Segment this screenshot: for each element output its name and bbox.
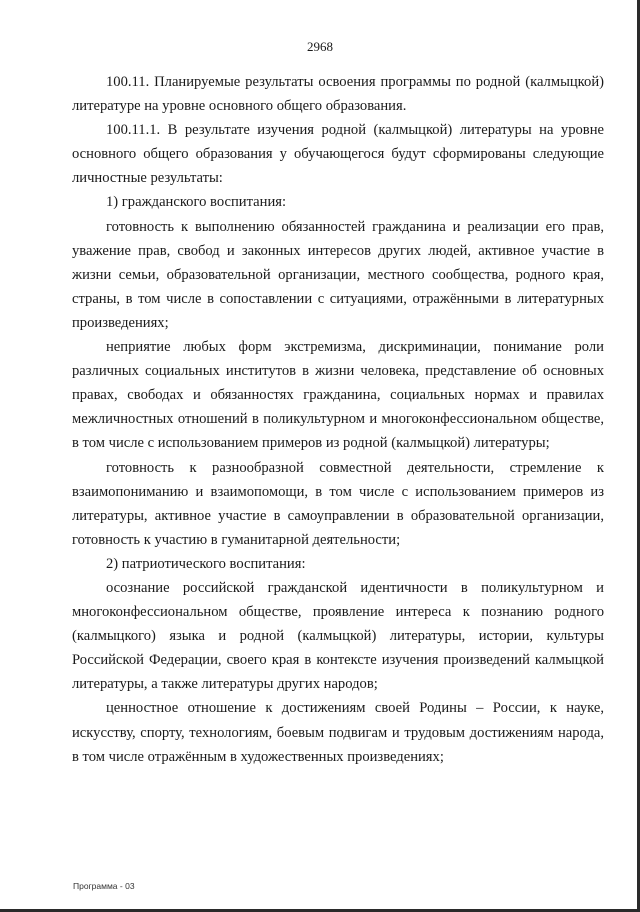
document-body bbox=[72, 70, 604, 769]
paragraph-patriotic-values: ценностное отношение к достижениям своей Родины – России, к науке, искусству, спорту, технологиям, боевым подвигам и трудовым достижениям народа, в том числе отражённым в художественных произведениях; bbox=[72, 700, 604, 765]
footer-program-label: Программа - 03 bbox=[73, 881, 135, 891]
paragraph-patriotic-identity: осознание российской гражданской идентичности в поликультурном и многоконфессиональном обществе, проявление интереса к познанию родного (калмыцкого) языка и родной (калмыцкой) литературы, истории, культуры Российской Федерации, своего края в контексте изучения произведений калмыцкой литературы, а также литературы других народов; bbox=[72, 579, 604, 693]
paragraph-patriotic-heading: 2) патриотического воспитания: bbox=[106, 555, 306, 572]
paragraph-intro: 100.11.1. В результате изучения родной (калмыцкой) литературы на уровне основного общего образования у обучающегося будут сформированы следующие личностные результаты: bbox=[72, 122, 604, 187]
paragraph-civic-rejection: неприятие любых форм экстремизма, дискриминации, понимание роли различных социальных институтов в жизни человека, представление об основных правах, свободах и обязанностях гражданина, социальных нормах и правилах межличностных отношений в поликультурном и многоконфессиональном обществе, в том числе с использованием примеров из родной (калмыцкой) литературы; bbox=[72, 339, 604, 452]
paragraph-civic-cooperation: готовность к разнообразной совместной деятельности, стремление к взаимопониманию и взаимопомощи, в том числе с использованием примеров из литературы, активное участие в самоуправлении в образовательной организации, готовность к участию в гуманитарной деятельности; bbox=[72, 459, 604, 548]
paragraph-civic-readiness: готовность к выполнению обязанностей гражданина и реализации его прав, уважение прав, свобод и законных интересов других людей, активное участие в жизни семьи, образовательной организации, местного сообщества, родного края, страны, в том числе в сопоставлении с ситуациями, отражёнными в литературных произведениях; bbox=[72, 218, 604, 331]
page-number: 2968 bbox=[307, 39, 333, 54]
paragraph-section-heading: 100.11. Планируемые результаты освоения программы по родной (калмыцкой) литературе на уровне основного общего образования. bbox=[72, 74, 604, 115]
paragraph-civic-heading: 1) гражданского воспитания: bbox=[106, 194, 287, 211]
